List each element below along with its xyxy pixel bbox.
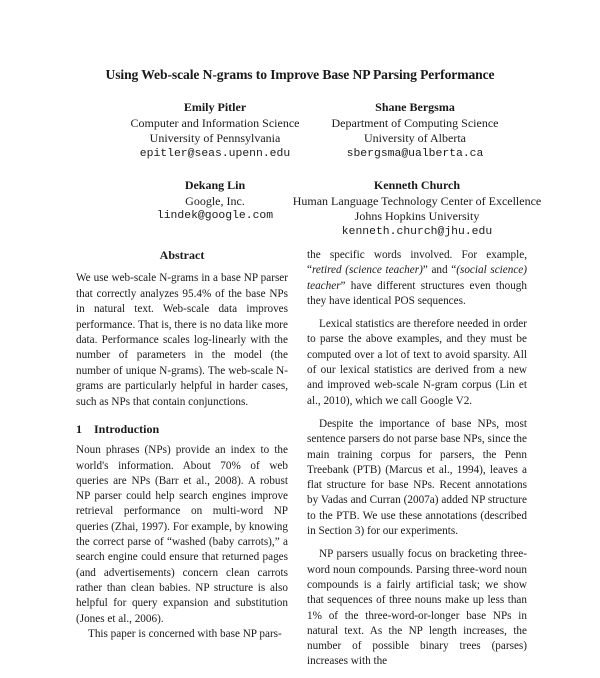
text-run: the specific words involved. For example, “ xyxy=(307,249,527,277)
right-column xyxy=(307,248,527,678)
body-paragraph: This paper is concerned with base NP pars- xyxy=(88,627,282,640)
example-phrase: (social science) teacher xyxy=(307,264,527,292)
author-email: lindek@google.com xyxy=(156,210,274,222)
author-email: sbergsma@ualberta.ca xyxy=(346,147,484,160)
body-paragraph: Noun phrases (NPs) provide an index to the world's information. About 70% of web queries are NPs (Barr et al., 2008). A robust NP parser could help search engines improve retrieval performance on multi-word NP queries (Zhai, 1997). For example, by knowing the correct parse of “washed (baby carrots),” a search engine could ensure that returned pages (and advertisements) concern clean carrots rather than clean babies. NP structure is also helpful for query expansion and substitution (Jones et al., 2006). xyxy=(76,444,288,625)
left-column xyxy=(76,248,288,642)
paper-title: Using Web-scale N-grams to Improve Base NP Parsing Performance xyxy=(105,67,495,82)
author-block xyxy=(262,178,572,240)
author-name: Dekang Lin xyxy=(184,178,246,192)
author-affiliation: University of Pennsylvania xyxy=(149,131,281,145)
example-phrase: retired (science teacher) xyxy=(311,264,423,277)
author-block xyxy=(100,100,330,162)
text-run: ” have different structures even though they have identical POS sequences. xyxy=(307,279,527,307)
author-email: kenneth.church@jhu.edu xyxy=(341,225,493,238)
author-name: Shane Bergsma xyxy=(375,100,455,114)
author-name: Kenneth Church xyxy=(373,178,461,192)
text-run: ” and “ xyxy=(422,264,457,277)
abstract-heading: Abstract xyxy=(159,248,205,262)
author-name: Emily Pitler xyxy=(183,100,247,114)
body-paragraph: Despite the importance of base NPs, most sentence parsers do not parse base NPs, since the main training corpus for parsers, the Penn Treebank (PTB) (Marcus et al., 1994), leaves a flat structure for base NPs. Recent annotations by Vadas and Curran (2007a) added NP structure to the PTB. We use these annotations (described in Section 3) for our experiments. xyxy=(307,417,527,538)
section-heading xyxy=(76,422,288,437)
author-affiliation: Computer and Information Science xyxy=(130,115,300,130)
author-email: epitler@seas.upenn.edu xyxy=(139,147,291,160)
author-affiliation: Johns Hopkins University xyxy=(354,209,480,223)
author-affiliation: Human Language Technology Center of Excellence xyxy=(292,193,542,208)
body-paragraph: Lexical statistics are therefore needed in order to parse the above examples, and they must be computed over a lot of text to avoid sparsity. All of our lexical statistics are derived from a new and improved web-scale N-gram corpus (Lin et al., 2010), which we call Google V2. xyxy=(307,318,527,407)
body-paragraph: NP parsers usually focus on bracketing three-word noun compounds. Parsing three-word noun compounds is a fairly artificial task; we show that sequences of three nouns make up less than 1% of the three-word-or-longer base NPs in natural text. As the NP length increases, the number of possible binary trees (parses) increases with the xyxy=(307,548,527,668)
section-number: 1 xyxy=(76,421,82,436)
author-block xyxy=(300,100,530,162)
author-affiliation: Google, Inc. xyxy=(185,193,245,208)
author-affiliation: Department of Computing Science xyxy=(331,115,499,130)
section-title: Introduction xyxy=(94,421,160,436)
abstract-text: We use web-scale N-grams in a base NP parser that correctly analyzes 95.4% of the base NPs in natural text. Web-scale data improves performance. That is, there is no data like more data. Performance scales log-linearly with the number of parameters in the model (the number of unique N-grams). The web-scale N-grams are particularly helpful in harder cases, such as NPs that contain conjunctions. xyxy=(76,272,288,408)
author-affiliation: University of Alberta xyxy=(364,131,466,145)
body-paragraph xyxy=(307,248,527,309)
